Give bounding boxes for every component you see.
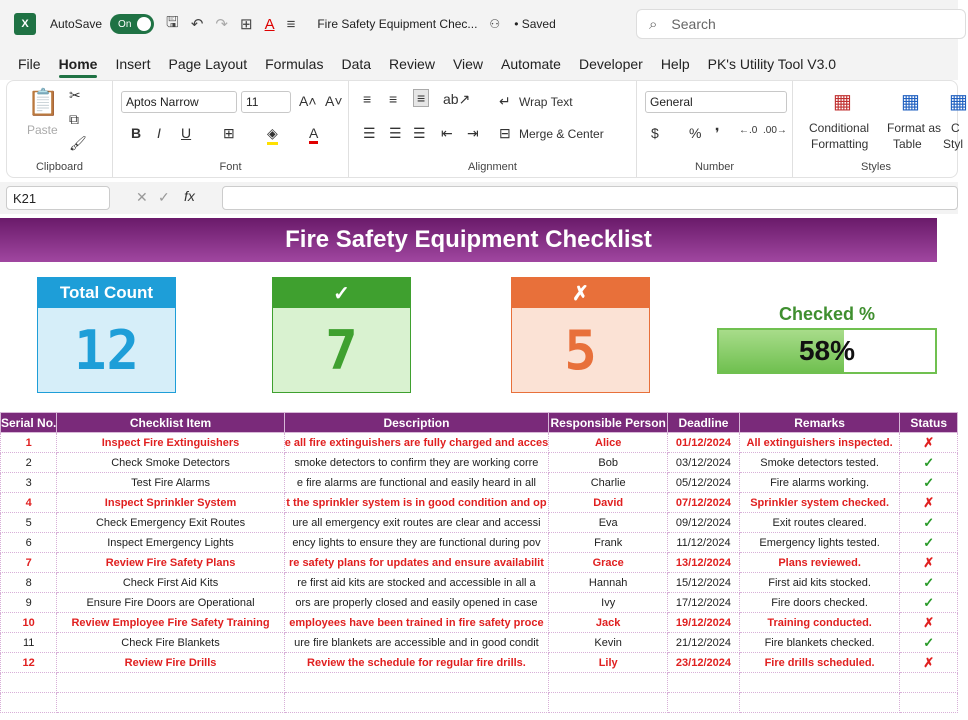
table-row xyxy=(1,493,958,513)
checked-count-value: 7 xyxy=(325,318,358,382)
border-icon[interactable]: ⊞ xyxy=(223,125,235,141)
dashboard-title: Fire Safety Equipment Checklist xyxy=(0,218,937,262)
header-serial[interactable]: Serial No. xyxy=(1,413,57,433)
toggle-label: On xyxy=(118,18,132,30)
unchecked-count-card xyxy=(511,277,650,393)
tab-automate[interactable]: Automate xyxy=(501,56,561,72)
empty-cell[interactable] xyxy=(549,693,668,713)
increase-font-icon[interactable]: A˄ xyxy=(299,93,317,109)
cell-status[interactable]: ✓ xyxy=(900,513,958,533)
checked-percent-label: Checked % xyxy=(778,304,876,324)
cell-person[interactable]: Hannah xyxy=(549,573,668,593)
font-group xyxy=(113,81,349,177)
cell-remarks[interactable]: Fire alarms working. xyxy=(739,473,900,493)
cell-person[interactable]: Charlie xyxy=(549,473,668,493)
total-count-card xyxy=(37,277,176,393)
cell-person[interactable]: Kevin xyxy=(549,633,668,653)
total-count-label: Total Count xyxy=(38,278,175,308)
format-as-label[interactable]: Format as xyxy=(887,121,942,135)
cell-deadline[interactable]: 23/12/2024 xyxy=(668,653,740,673)
copy-icon[interactable]: ⧉ xyxy=(69,111,79,127)
title-bar xyxy=(0,0,958,48)
wrap-text-icon[interactable]: ↵ xyxy=(499,93,511,109)
number-group-label: Number xyxy=(694,161,735,173)
tab-file[interactable]: File xyxy=(18,56,41,72)
cell-styles-label-1[interactable]: C xyxy=(951,121,960,135)
empty-cell[interactable] xyxy=(1,673,57,693)
clipboard-group xyxy=(7,81,113,177)
cell-status[interactable]: ✓ xyxy=(900,453,958,473)
cell-person[interactable]: Lily xyxy=(549,653,668,673)
total-count-value: 12 xyxy=(73,318,140,382)
cell-item[interactable]: Inspect Sprinkler System xyxy=(57,493,284,513)
tab-developer[interactable]: Developer xyxy=(578,56,643,72)
table-row xyxy=(1,433,958,453)
autosave-toggle[interactable] xyxy=(110,14,154,34)
share-icon[interactable]: ⚇ xyxy=(489,17,501,31)
cell-remarks[interactable]: Plans reviewed. xyxy=(739,553,900,573)
cell-status[interactable]: ✗ xyxy=(900,433,958,453)
cell-item[interactable]: Review Employee Fire Safety Training xyxy=(57,613,284,633)
cell-deadline[interactable]: 13/12/2024 xyxy=(668,553,740,573)
redo-icon[interactable]: ↷ xyxy=(215,16,228,33)
cell-item[interactable]: Check Fire Blankets xyxy=(57,633,284,653)
cell-description[interactable]: Review the schedule for regular fire drills. xyxy=(284,653,549,673)
cell-serial[interactable]: 5 xyxy=(1,513,57,533)
cell-remarks[interactable]: Fire drills scheduled. xyxy=(739,653,900,673)
cell-deadline[interactable]: 05/12/2024 xyxy=(668,473,740,493)
cell-description[interactable]: re first aid kits are stocked and accessible in all a xyxy=(284,573,549,593)
undo-icon[interactable]: ↶ xyxy=(190,16,204,33)
cell-person[interactable]: Frank xyxy=(549,533,668,553)
checked-percent-bar xyxy=(717,328,937,374)
cell-item[interactable]: Check First Aid Kits xyxy=(57,573,284,593)
cell-status[interactable]: ✓ xyxy=(900,533,958,553)
cell-styles-label-2[interactable]: Styl xyxy=(943,137,964,151)
percent-icon[interactable]: % xyxy=(689,125,702,141)
header-remarks[interactable]: Remarks xyxy=(739,413,900,433)
cell-remarks[interactable]: Sprinkler system checked. xyxy=(739,493,900,513)
table-row xyxy=(1,573,958,593)
empty-row xyxy=(1,673,958,693)
tab-page-layout[interactable]: Page Layout xyxy=(168,56,248,72)
empty-cell[interactable] xyxy=(549,673,668,693)
tab-formulas[interactable]: Formulas xyxy=(265,56,324,72)
paste-icon[interactable]: 📋 xyxy=(27,87,60,117)
table-row xyxy=(1,513,958,533)
cell-description[interactable]: smoke detectors to confirm they are working corre xyxy=(284,453,549,473)
cell-serial[interactable]: 4 xyxy=(1,493,57,513)
cell-deadline[interactable]: 07/12/2024 xyxy=(668,493,740,513)
cell-styles-icon[interactable]: ▦ xyxy=(949,91,968,113)
unchecked-count-value: 5 xyxy=(564,318,597,382)
cell-description[interactable]: e fire alarms are functional and easily heard in all xyxy=(284,473,549,493)
empty-cell[interactable] xyxy=(1,693,57,713)
insert-function-icon[interactable]: fx xyxy=(184,188,195,204)
borders-icon[interactable]: ⊞ xyxy=(239,16,253,33)
decrease-font-icon[interactable]: A˅ xyxy=(325,93,343,109)
tab-insert[interactable]: Insert xyxy=(115,56,151,72)
cell-deadline[interactable]: 17/12/2024 xyxy=(668,593,740,613)
table-row xyxy=(1,553,958,573)
cell-deadline[interactable]: 21/12/2024 xyxy=(668,633,740,653)
excel-logo-icon: X xyxy=(14,13,36,35)
cell-remarks[interactable]: All extinguishers inspected. xyxy=(739,433,900,453)
empty-cell[interactable] xyxy=(739,673,900,693)
cell-deadline[interactable]: 03/12/2024 xyxy=(668,453,740,473)
empty-cell[interactable] xyxy=(284,673,549,693)
align-bottom-icon[interactable]: ≡ xyxy=(413,89,429,107)
cell-status[interactable]: ✓ xyxy=(900,573,958,593)
cell-remarks[interactable]: Fire doors checked. xyxy=(739,593,900,613)
increase-decimal-icon[interactable]: ←.0 xyxy=(739,125,758,136)
cell-serial[interactable]: 7 xyxy=(1,553,57,573)
checklist-table xyxy=(0,412,958,713)
comma-icon[interactable]: ❜ xyxy=(715,125,720,141)
cell-status[interactable]: ✗ xyxy=(900,553,958,573)
name-box[interactable] xyxy=(6,186,110,210)
document-title[interactable]: Fire Safety Equipment Chec... xyxy=(317,17,478,31)
format-as-table-icon[interactable]: ▦ xyxy=(901,91,920,113)
table-row xyxy=(1,613,958,633)
table-row xyxy=(1,633,958,653)
table-row xyxy=(1,593,958,613)
cell-person[interactable]: David xyxy=(549,493,668,513)
cut-icon[interactable]: ✂ xyxy=(69,87,81,103)
cell-person[interactable]: Jack xyxy=(549,613,668,633)
cell-item[interactable]: Review Fire Safety Plans xyxy=(57,553,284,573)
cell-serial[interactable]: 2 xyxy=(1,453,57,473)
formula-input[interactable] xyxy=(222,186,958,210)
cell-status[interactable]: ✗ xyxy=(900,493,958,513)
paste-label[interactable]: Paste xyxy=(27,123,58,137)
cell-status[interactable]: ✓ xyxy=(900,473,958,493)
increase-indent-icon[interactable]: ⇥ xyxy=(467,125,479,141)
table-row xyxy=(1,653,958,673)
cell-item[interactable]: Inspect Emergency Lights xyxy=(57,533,284,553)
empty-cell[interactable] xyxy=(57,693,284,713)
header-item[interactable]: Checklist Item xyxy=(57,413,284,433)
tab-data[interactable]: Data xyxy=(341,56,372,72)
cell-deadline[interactable]: 19/12/2024 xyxy=(668,613,740,633)
cell-description[interactable]: ure all emergency exit routes are clear and accessi xyxy=(284,513,549,533)
empty-cell[interactable] xyxy=(739,693,900,713)
cell-serial[interactable]: 3 xyxy=(1,473,57,493)
cell-person[interactable]: Alice xyxy=(549,433,668,453)
cell-description[interactable]: employees have been trained in fire safety proce xyxy=(284,613,549,633)
formula-bar xyxy=(0,182,958,214)
cell-remarks[interactable]: Smoke detectors tested. xyxy=(739,453,900,473)
font-color-icon[interactable]: A xyxy=(309,125,318,144)
bold-icon[interactable]: B xyxy=(131,125,142,141)
cell-item[interactable]: Check Emergency Exit Routes xyxy=(57,513,284,533)
align-left-icon[interactable]: ☰ xyxy=(363,125,376,141)
header-status[interactable]: Status xyxy=(900,413,958,433)
ribbon-tabs xyxy=(0,48,958,80)
checked-percent-value: 58% xyxy=(798,335,856,366)
decrease-decimal-icon[interactable]: .00→ xyxy=(763,125,787,136)
merge-center-label[interactable]: Merge & Center xyxy=(519,127,604,141)
align-middle-icon[interactable]: ≡ xyxy=(389,91,398,107)
cell-description[interactable]: ors are properly closed and easily opened in case xyxy=(284,593,549,613)
cell-serial[interactable]: 9 xyxy=(1,593,57,613)
orientation-icon[interactable]: ab↗ xyxy=(443,91,471,107)
unchecked-count-label: ✗ xyxy=(512,278,649,308)
cell-person[interactable]: Eva xyxy=(549,513,668,533)
font-name-select[interactable] xyxy=(121,91,237,113)
name-box-value: K21 xyxy=(13,190,37,206)
currency-icon[interactable]: $ xyxy=(651,125,659,141)
tab-home[interactable]: Home xyxy=(58,56,98,72)
tab-help[interactable]: Help xyxy=(660,56,690,72)
save-icon[interactable]: 🖫 xyxy=(166,13,179,31)
cell-deadline[interactable]: 09/12/2024 xyxy=(668,513,740,533)
cell-status[interactable]: ✓ xyxy=(900,593,958,613)
italic-icon[interactable]: I xyxy=(157,125,161,141)
merge-center-icon[interactable]: ⊟ xyxy=(499,125,511,141)
styles-group xyxy=(793,81,968,177)
search-placeholder: Search xyxy=(671,16,716,32)
cell-item[interactable]: Review Fire Drills xyxy=(57,653,284,673)
fill-color-icon[interactable]: ◈ xyxy=(267,125,278,145)
cell-person[interactable]: Grace xyxy=(549,553,668,573)
cell-description[interactable]: ure fire blankets are accessible and in good condit xyxy=(284,633,549,653)
table-row xyxy=(1,453,958,473)
cell-deadline[interactable]: 15/12/2024 xyxy=(668,573,740,593)
cell-item[interactable]: Ensure Fire Doors are Operational xyxy=(57,593,284,613)
cell-remarks[interactable]: Fire blankets checked. xyxy=(739,633,900,653)
align-right-icon[interactable]: ☰ xyxy=(413,125,426,141)
format-painter-icon[interactable]: 🖌 xyxy=(69,135,87,151)
header-description[interactable]: Description xyxy=(284,413,549,433)
cell-serial[interactable]: 12 xyxy=(1,653,57,673)
customize-toolbar-icon[interactable]: ≡ xyxy=(286,15,296,33)
cell-remarks[interactable]: First aid kits stocked. xyxy=(739,573,900,593)
font-name-value: Aptos Narrow xyxy=(126,95,199,109)
conditional-formatting-icon[interactable]: ▦ xyxy=(833,91,852,113)
empty-cell[interactable] xyxy=(900,693,958,713)
decrease-indent-icon[interactable]: ⇤ xyxy=(441,125,453,141)
cell-remarks[interactable]: Emergency lights tested. xyxy=(739,533,900,553)
cell-serial[interactable]: 6 xyxy=(1,533,57,553)
cell-serial[interactable]: 11 xyxy=(1,633,57,653)
checked-count-card xyxy=(272,277,411,393)
autosave-label: AutoSave xyxy=(50,17,103,31)
cell-item[interactable]: Test Fire Alarms xyxy=(57,473,284,493)
cell-person[interactable]: Ivy xyxy=(549,593,668,613)
cell-description[interactable]: ency lights to ensure they are functional during pov xyxy=(284,533,549,553)
number-group xyxy=(637,81,793,177)
enter-icon[interactable]: ✓ xyxy=(158,189,170,205)
tab-review[interactable]: Review xyxy=(389,56,435,72)
header-row xyxy=(1,413,958,433)
cell-status[interactable]: ✓ xyxy=(900,633,958,653)
cancel-icon[interactable]: ✕ xyxy=(136,189,148,205)
tab-pk-utility[interactable]: PK's Utility Tool V3.0 xyxy=(707,56,837,72)
cell-remarks[interactable]: Exit routes cleared. xyxy=(739,513,900,533)
table-label[interactable]: Table xyxy=(893,137,922,151)
underline-icon[interactable]: U xyxy=(181,125,192,141)
search-box[interactable] xyxy=(636,9,966,39)
empty-cell[interactable] xyxy=(668,693,740,713)
empty-cell[interactable] xyxy=(668,673,740,693)
align-top-icon[interactable]: ≡ xyxy=(363,91,372,107)
checked-count-label: ✓ xyxy=(273,278,410,308)
ribbon xyxy=(6,80,968,178)
cell-serial[interactable]: 1 xyxy=(1,433,57,453)
worksheet xyxy=(0,216,958,720)
saved-status[interactable]: • Saved xyxy=(514,17,556,31)
cell-description[interactable]: e all fire extinguishers are fully charged and acces xyxy=(284,433,549,453)
font-size-select[interactable] xyxy=(241,91,291,113)
cell-serial[interactable]: 10 xyxy=(1,613,57,633)
search-icon: ⌕ xyxy=(649,15,658,33)
wrap-text-label[interactable]: Wrap Text xyxy=(519,95,573,109)
font-size-value: 11 xyxy=(246,95,259,109)
empty-cell[interactable] xyxy=(284,693,549,713)
header-deadline[interactable]: Deadline xyxy=(668,413,740,433)
cell-item[interactable]: Check Smoke Detectors xyxy=(57,453,284,473)
header-person[interactable]: Responsible Person xyxy=(549,413,668,433)
cell-serial[interactable]: 8 xyxy=(1,573,57,593)
empty-cell[interactable] xyxy=(57,673,284,693)
clipboard-group-label: Clipboard xyxy=(35,161,84,173)
cell-remarks[interactable]: Training conducted. xyxy=(739,613,900,633)
cell-deadline[interactable]: 01/12/2024 xyxy=(668,433,740,453)
cell-description[interactable]: t the sprinkler system is in good condition and op xyxy=(284,493,549,513)
font-group-label: Font xyxy=(219,161,242,173)
conditional-label[interactable]: Conditional xyxy=(809,121,870,135)
number-format-value: General xyxy=(650,95,693,109)
number-format-select[interactable] xyxy=(645,91,787,113)
cell-status[interactable]: ✗ xyxy=(900,613,958,633)
align-center-icon[interactable]: ☰ xyxy=(389,125,402,141)
formatting-label[interactable]: Formatting xyxy=(811,137,869,151)
alignment-group-label: Alignment xyxy=(468,161,517,173)
styles-group-label: Styles xyxy=(861,161,891,173)
cell-status[interactable]: ✗ xyxy=(900,653,958,673)
cell-item[interactable]: Inspect Fire Extinguishers xyxy=(57,433,284,453)
cell-person[interactable]: Bob xyxy=(549,453,668,473)
empty-row xyxy=(1,693,958,713)
font-color-icon[interactable]: A xyxy=(264,15,275,33)
empty-cell[interactable] xyxy=(900,673,958,693)
alignment-group xyxy=(349,81,637,177)
table-row xyxy=(1,533,958,553)
table-row xyxy=(1,473,958,493)
tab-view[interactable]: View xyxy=(452,56,484,72)
cell-description[interactable]: re safety plans for updates and ensure availabilit xyxy=(284,553,549,573)
cell-deadline[interactable]: 11/12/2024 xyxy=(668,533,740,553)
